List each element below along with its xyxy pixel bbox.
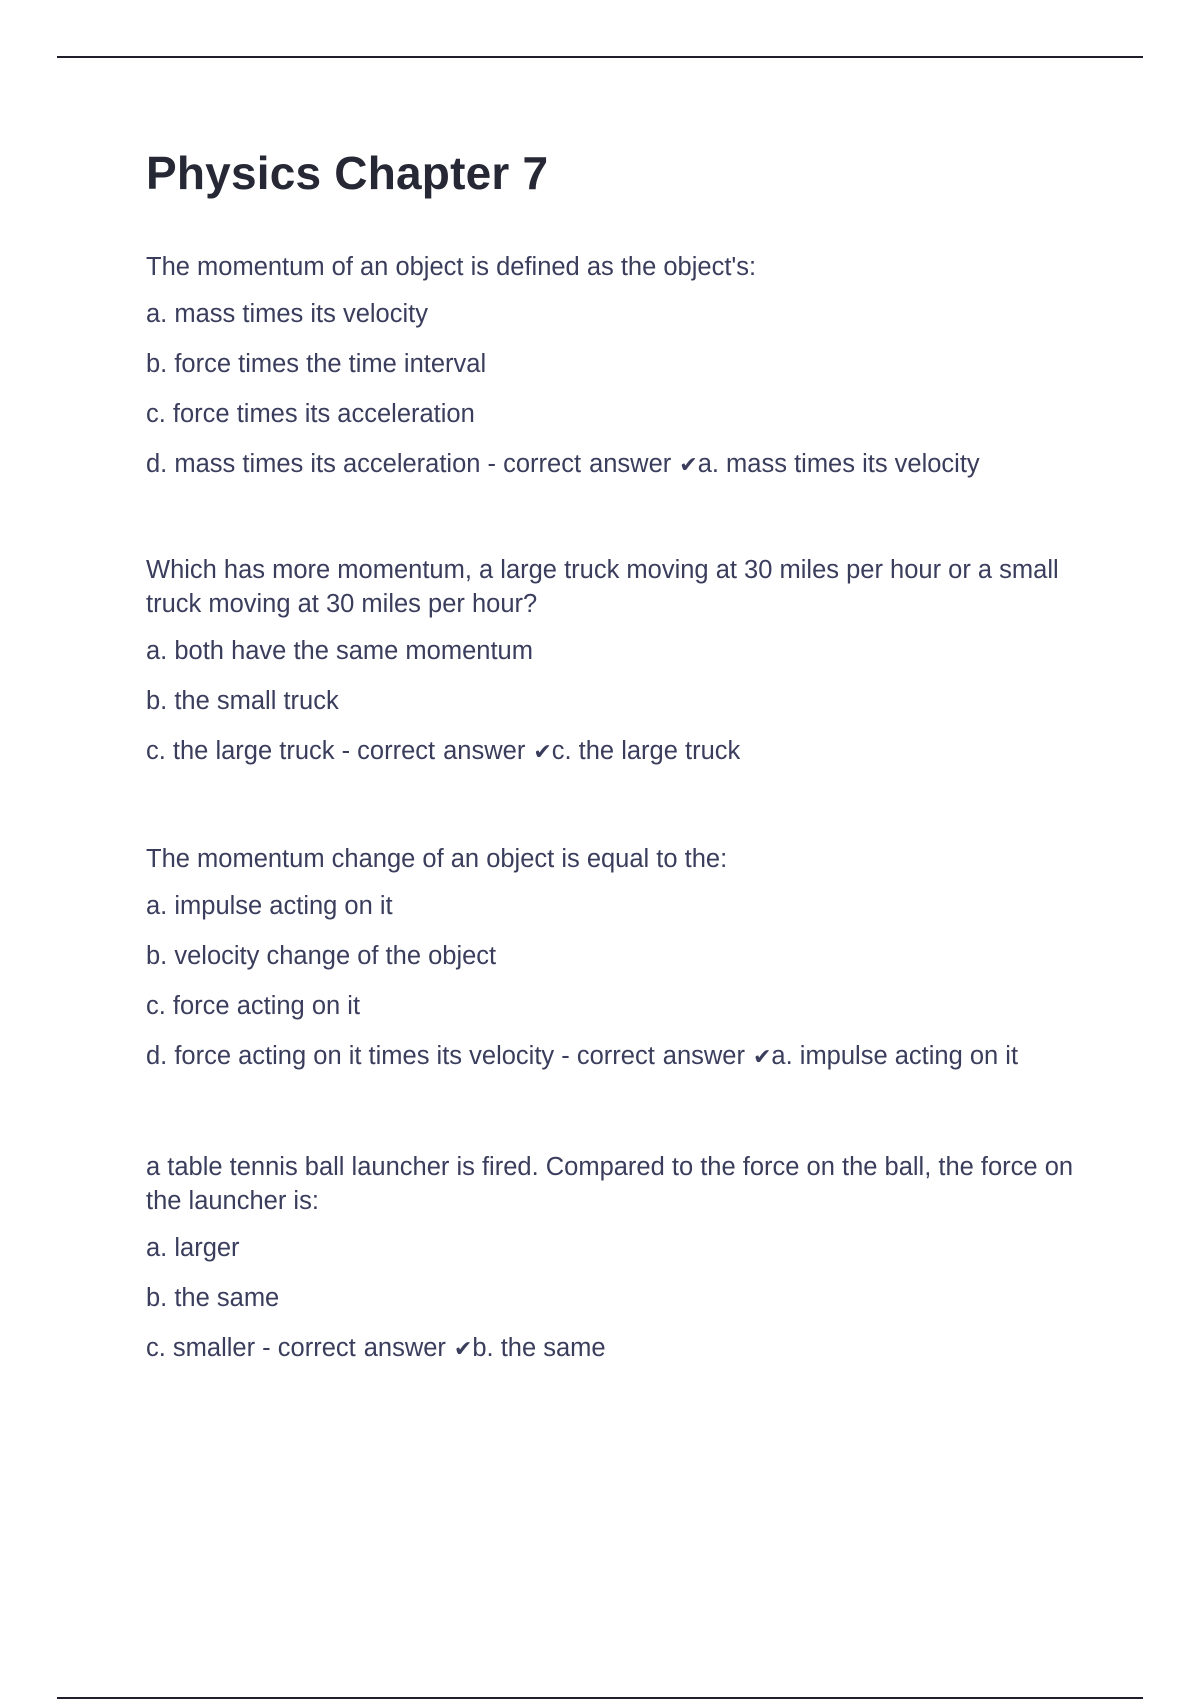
answer-word: answer: [443, 737, 526, 765]
correct-answer: c. the large truck: [551, 737, 741, 765]
page-title: Physics Chapter 7: [146, 147, 549, 199]
answer-word: answer: [589, 450, 672, 478]
option-a: a. both have the same momentum: [146, 637, 533, 665]
question-block: [146, 1150, 1086, 1367]
option-d-with-answer: [146, 447, 1086, 483]
question-text: The momentum change of an object is equal to the:: [146, 845, 728, 873]
question-text: Which has more momentum, a large truck moving at 30 miles per hour or a small truck moving at 30 miles per hour?: [146, 556, 1059, 618]
question-block: [146, 250, 1086, 483]
option-c: c. force acting on it: [146, 992, 361, 1020]
option-c: c. smaller -: [146, 1334, 271, 1362]
option-c: c. the large truck -: [146, 737, 351, 765]
option-d: d. mass times its acceleration -: [146, 450, 497, 478]
document-body: [146, 143, 1086, 1367]
question-text: a table tennis ball launcher is fired. Compared to the force on the ball, the force on the launcher is:: [146, 1153, 1074, 1215]
option-b: b. velocity change of the object: [146, 942, 497, 970]
answer-prefix: correct: [576, 1042, 655, 1070]
option-a: a. impulse acting on it: [146, 892, 393, 920]
answer-word: answer: [363, 1334, 446, 1362]
question-text: The momentum of an object is defined as the object's:: [146, 253, 757, 281]
option-a: a. larger: [146, 1234, 240, 1262]
question-block: [146, 842, 1086, 1075]
option-c-with-answer: [146, 1331, 1086, 1367]
option-b: b. the small truck: [146, 687, 339, 715]
top-rule: [57, 56, 1143, 58]
correct-answer: a. mass times its velocity: [697, 450, 980, 478]
checkmark-icon: ✔: [752, 1045, 772, 1070]
correct-answer: b. the same: [472, 1334, 606, 1362]
option-d-with-answer: [146, 1039, 1086, 1075]
answer-prefix: correct: [503, 450, 582, 478]
option-a: a. mass times its velocity: [146, 300, 428, 328]
checkmark-icon: ✔: [533, 740, 552, 765]
question-block: [146, 553, 1086, 770]
checkmark-icon: ✔: [453, 1337, 473, 1362]
option-c-with-answer: [146, 734, 1086, 770]
option-b: b. the same: [146, 1284, 280, 1312]
option-c: c. force times its acceleration: [146, 400, 475, 428]
answer-prefix: correct: [277, 1334, 356, 1362]
answer-word: answer: [662, 1042, 745, 1070]
bottom-rule: [57, 1697, 1143, 1699]
checkmark-icon: ✔: [679, 453, 698, 478]
answer-prefix: correct: [357, 737, 436, 765]
option-b: b. force times the time interval: [146, 350, 487, 378]
option-d: d. force acting on it times its velocity -: [146, 1042, 570, 1070]
correct-answer: a. impulse acting on it: [771, 1042, 1019, 1070]
